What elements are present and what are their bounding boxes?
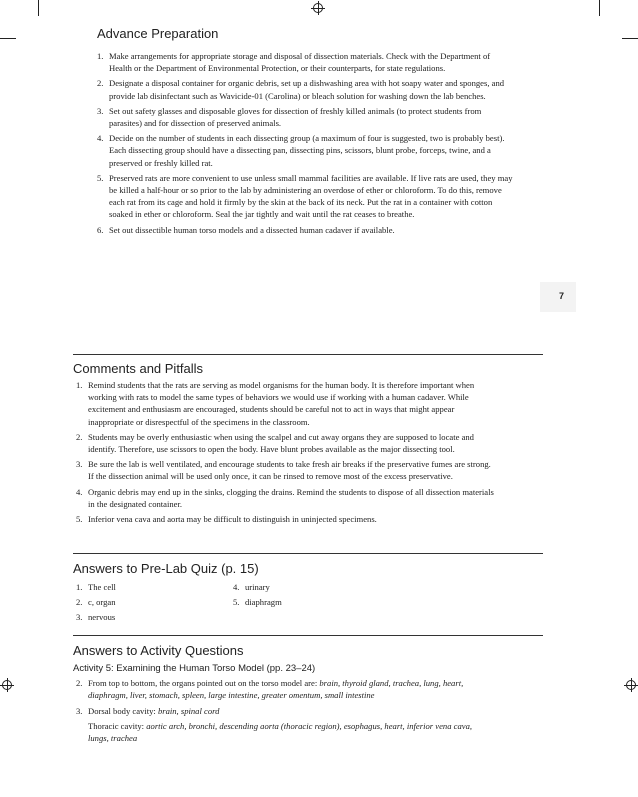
section-divider: [73, 553, 543, 554]
registration-mark-icon: [2, 680, 12, 690]
item-text: diaphragm: [245, 597, 282, 608]
section-divider: [73, 635, 543, 636]
item-text: nervous: [88, 612, 116, 623]
advance-list: [97, 50, 515, 239]
prelab-list-right: [233, 581, 373, 611]
activity-subtitle: Activity 5: Examining the Human Torso Model (pp. 23–24): [73, 663, 316, 674]
list-item: [76, 431, 496, 455]
item-number: 5.: [76, 514, 83, 525]
item-number: 4.: [76, 486, 83, 497]
section-title-comments: Comments and Pitfalls: [73, 361, 204, 376]
list-item: [233, 596, 373, 608]
item-text: Preserved rats are more convenient to use unless small mammal facilities are available. If live rats are used, they may be killed a half-hour or so prior to the lab by administering an overdose of ether or chloroform. To do this, remove each rat from its cage and hold it firmly by the skin at the back of its neck. Put the rat in a container with cotton soaked in ether or chloroform. Seal the jar tightly and wait until the rat ceases to breathe.: [109, 172, 513, 220]
list-item: [76, 458, 496, 482]
crop-mark: [38, 0, 39, 16]
item-number: 2.: [76, 678, 83, 688]
item-number: 2.: [97, 78, 104, 89]
list-item: [233, 581, 373, 593]
item-text: Dorsal body cavity:: [88, 706, 158, 716]
crop-mark: [0, 38, 16, 39]
activity-item-2: [76, 677, 476, 701]
thoracic-italic-text: aortic arch, bronchi, descending aorta (thoracic region), esophagus, heart, inferior vena cava, lungs, trachea: [88, 721, 473, 744]
item-text: From top to bottom, the organs pointed out on the torso model are:: [88, 678, 320, 688]
item-text: c, organ: [88, 597, 116, 608]
list-item: [97, 132, 515, 169]
item-number: 1.: [76, 582, 83, 592]
item-italic-text: brain, spinal cord: [157, 706, 220, 716]
thoracic-text: Thoracic cavity:: [88, 721, 147, 732]
side-tab: [540, 282, 576, 312]
section-title-advance: Advance Preparation: [97, 26, 219, 41]
item-number: 5.: [97, 172, 104, 183]
item-text: Be sure the lab is well ventilated, and encourage students to take fresh air breaks if the preservative fumes are strong. If the dissection animal will be used only once, it can be rinsed to remove most of the excess preservative.: [88, 459, 491, 482]
item-number: 3.: [76, 459, 83, 470]
item-number: 1.: [97, 51, 104, 61]
item-text: Organic debris may end up in the sinks, clogging the drains. Remind the students to dispose of all dissection materials in the designated container.: [88, 486, 494, 509]
item-text: Set out dissectible human torso models and a dissected human cadaver if available.: [109, 224, 395, 235]
item-text: Make arrangements for appropriate storage and disposal of dissection materials. Check with the Department of Health or the Department of Environmental Protection, or their counterparts, for state regulations.: [109, 51, 491, 74]
item-number: 1.: [76, 380, 83, 390]
registration-mark-icon: [313, 3, 323, 13]
item-number: 5.: [233, 597, 240, 608]
list-item: [97, 224, 515, 236]
item-number: 4.: [233, 582, 240, 592]
page-number: 7: [559, 291, 565, 301]
list-item: [76, 486, 496, 510]
section-title-prelab: Answers to Pre-Lab Quiz (p. 15): [73, 561, 259, 576]
item-text: Designate a disposal container for organic debris, set up a dishwashing area with hot soapy water and sponges, and provide lab disinfectant such as Wavicide-01 (Carolina) or bleach solution for washing down the lab benches.: [109, 78, 505, 101]
registration-mark-icon: [626, 680, 636, 690]
item-number: 2.: [76, 431, 83, 442]
list-item: [76, 611, 216, 623]
crop-mark: [599, 0, 600, 16]
item-number: 2.: [76, 597, 83, 608]
list-item: [97, 50, 515, 74]
item-text: Decide on the number of students in each dissecting group (a maximum of four is suggested, two is probably best). Each dissecting group should have a dissecting pan, dissecting pins, scissors, blunt probe, forceps, twine, and a preserved or freshly killed rat.: [109, 133, 505, 168]
list-item: [76, 581, 216, 593]
list-item: [97, 105, 515, 129]
item-text: Remind students that the rats are serving as model organisms for the human body. It is therefore important when working with rats to model the same types of behaviors we would use if working with a human cadaver. While excitement and enthusiasm are encouraged, students should be careful not to act in ways that might appear inappropriate or disrespectful of the specimens in the classroom.: [88, 380, 475, 427]
list-item: [76, 379, 496, 428]
activity-item-3: [76, 705, 476, 745]
item-number: 6.: [97, 224, 104, 235]
item-italic-text: brain, thyroid gland, trachea, lung, heart, diaphragm, liver, stomach, spleen, large intestine, greater omentum, small intestine: [88, 678, 464, 701]
item-text: The cell: [88, 582, 116, 592]
list-item: [76, 513, 496, 525]
item-number: 3.: [76, 612, 83, 623]
list-item: [76, 596, 216, 608]
item-text: Inferior vena cava and aorta may be difficult to distinguish in uninjected specimens.: [88, 514, 377, 525]
list-item: [97, 172, 515, 221]
crop-mark: [622, 38, 638, 39]
comments-list: [76, 379, 496, 528]
item-number: 3.: [97, 105, 104, 116]
item-number: 4.: [97, 133, 104, 144]
item-text: urinary: [245, 582, 270, 592]
item-text: Set out safety glasses and disposable gloves for dissection of freshly killed animals (to protect students from parasites) and for dissection of preserved animals.: [109, 105, 482, 129]
prelab-list-left: [76, 581, 216, 627]
section-title-activity: Answers to Activity Questions: [73, 643, 244, 658]
item-number: 3.: [76, 706, 83, 716]
section-divider: [73, 354, 543, 355]
item-text: Students may be overly enthusiastic when using the scalpel and cut away organs they are supposed to locate and identify. Therefore, use scissors to open the body. Have blunt probes available as the major dissecting tool.: [88, 431, 474, 455]
list-item: [97, 77, 515, 101]
